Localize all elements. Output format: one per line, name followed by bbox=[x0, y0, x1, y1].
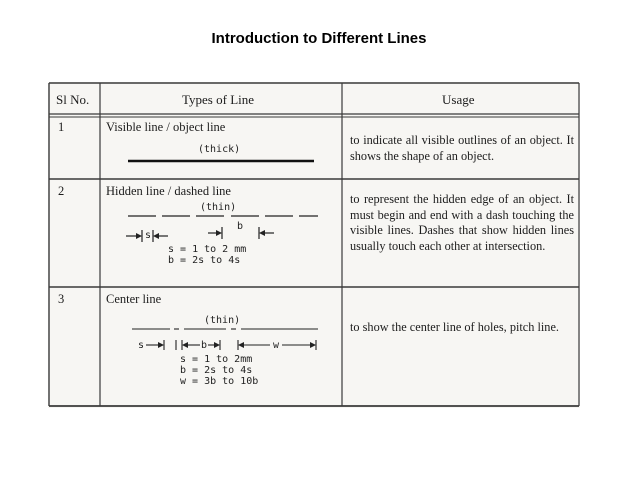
line-types-table bbox=[48, 82, 580, 408]
header-types-of-line: Types of Line bbox=[182, 92, 255, 107]
slide-title: Introduction to Different Lines bbox=[211, 30, 427, 47]
row-3-label-b: b bbox=[201, 340, 208, 351]
row-2-usage: to represent the hidden edge of an object. It must begin and end with a dash touching the visible lines. Dashes that show hidden lines usually touch each other at intersection. bbox=[350, 192, 574, 253]
row-2-label-s: s bbox=[145, 230, 152, 241]
row-3-label-w: w bbox=[273, 340, 280, 351]
header-usage: Usage bbox=[442, 92, 475, 107]
header-sl-no: Sl No. bbox=[56, 92, 90, 107]
row-3-rule-s: s = 1 to 2mm bbox=[180, 354, 253, 365]
row-3-thickness: (thin) bbox=[204, 315, 241, 326]
row-2-thickness: (thin) bbox=[200, 202, 237, 213]
row-1-thickness: (thick) bbox=[198, 144, 241, 155]
row-1-line-name: Visible line / object line bbox=[106, 120, 226, 134]
row-2-label-b: b bbox=[237, 221, 244, 232]
row-2-rule-s: s = 1 to 2 mm bbox=[168, 244, 247, 255]
row-2-rule-b: b = 2s to 4s bbox=[168, 255, 241, 266]
row-3-rule-w: w = 3b to 10b bbox=[180, 376, 259, 387]
row-3-usage: to show the center line of holes, pitch line. bbox=[350, 320, 559, 334]
hidden-line-arrows bbox=[136, 230, 265, 239]
row-3-label-s: s bbox=[138, 340, 145, 351]
row-2-number: 2 bbox=[58, 184, 65, 198]
row-3-rule-b: b = 2s to 4s bbox=[180, 365, 253, 376]
row-2-line-name: Hidden line / dashed line bbox=[106, 184, 231, 198]
row-3-line-name: Center line bbox=[106, 292, 162, 306]
row-1-usage: to indicate all visible outlines of an object. It shows the shape of an object. bbox=[350, 133, 574, 163]
row-1-number: 1 bbox=[58, 120, 65, 134]
hidden-line-sample bbox=[126, 216, 318, 242]
row-3-number: 3 bbox=[58, 292, 65, 306]
